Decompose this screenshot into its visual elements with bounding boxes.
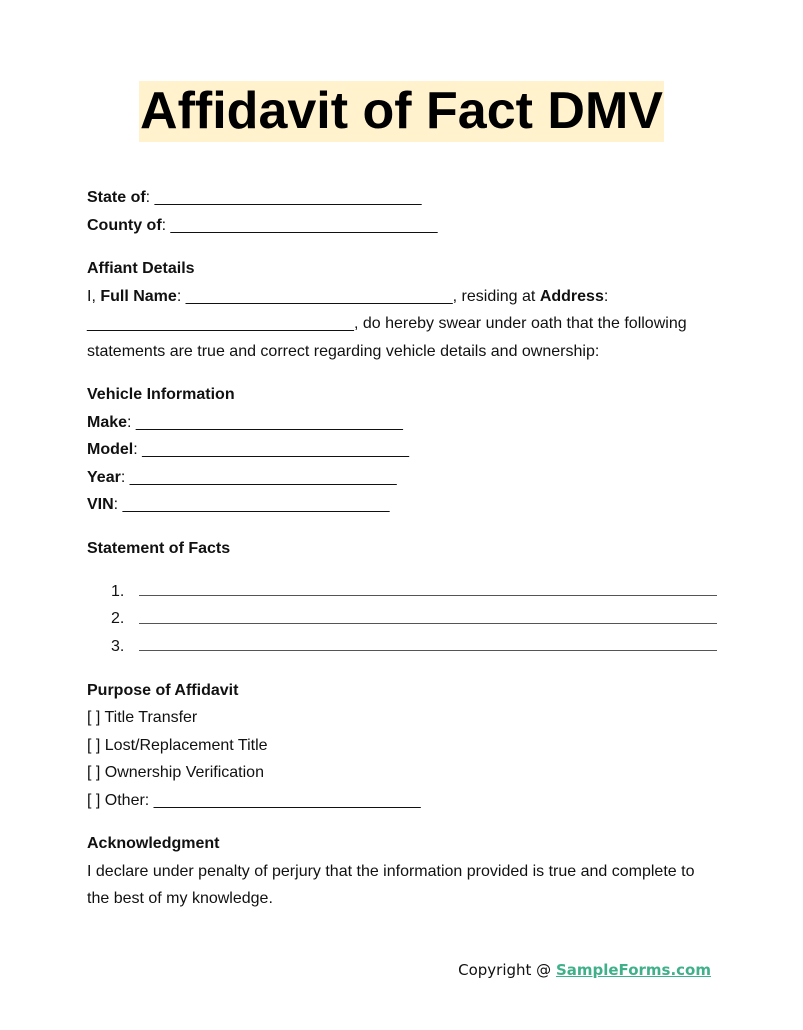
county-label: County of — [87, 216, 162, 234]
acknowledgment-text: I declare under penalty of perjury that the information provided is true and complete to the best of my knowledge. — [87, 862, 695, 907]
vin-blank[interactable]: ______________________________ — [122, 496, 390, 513]
purpose-option-lost-title[interactable]: [ ] Lost/Replacement Title — [87, 736, 268, 754]
full-name-label: Full Name — [100, 287, 177, 305]
document-body — [87, 184, 717, 913]
model-blank[interactable]: ______________________________ — [142, 441, 410, 458]
fact-line-2[interactable] — [139, 623, 717, 624]
sampleforms-link[interactable]: SampleForms.com — [555, 961, 711, 979]
county-blank[interactable]: ______________________________ — [170, 216, 438, 234]
year-field: Year: ______________________________ — [87, 468, 397, 486]
address-blank[interactable]: ______________________________ — [87, 315, 354, 332]
fact-line-1[interactable] — [139, 595, 717, 596]
facts-list — [87, 578, 717, 661]
fact-item: 1. — [87, 578, 717, 606]
state-field: State of: ______________________________ — [87, 189, 422, 206]
affiant-paragraph: I, Full Name: ______________________________, residing at Address: ______________________________, do hereby swear under oath that the following statements are true and correct regarding vehicle details and ownership: — [87, 287, 687, 360]
facts-heading: Statement of Facts — [87, 539, 231, 557]
make-blank[interactable]: ______________________________ — [135, 413, 403, 431]
fact-item: 2. — [87, 606, 717, 634]
purpose-option-title-transfer[interactable]: [ ] Title Transfer — [87, 709, 198, 726]
acknowledgment-heading: Acknowledgment — [87, 835, 220, 852]
county-field: County of: ______________________________ — [87, 216, 438, 234]
address-label: Address — [539, 287, 604, 305]
vehicle-heading: Vehicle Information — [87, 386, 235, 403]
model-field: Model: ______________________________ — [87, 441, 410, 458]
state-blank[interactable]: ______________________________ — [154, 189, 422, 206]
make-field: Make: ______________________________ — [87, 413, 403, 431]
purpose-heading: Purpose of Affidavit — [87, 681, 239, 699]
title-wrap — [0, 81, 803, 142]
copyright-footer: Copyright @ SampleForms.com — [458, 961, 711, 979]
vin-field: VIN: ______________________________ — [87, 496, 390, 513]
purpose-option-ownership[interactable]: [ ] Ownership Verification — [87, 764, 264, 781]
fact-item: 3. — [87, 633, 717, 661]
affiant-heading: Affiant Details — [87, 260, 195, 277]
full-name-blank[interactable]: ______________________________ — [185, 287, 453, 305]
purpose-option-other[interactable]: [ ] Other: ______________________________ — [87, 791, 421, 809]
state-label: State of — [87, 189, 146, 206]
fact-line-3[interactable] — [139, 650, 717, 651]
year-blank[interactable]: ______________________________ — [129, 468, 397, 486]
page-title: Affidavit of Fact DMV — [140, 82, 663, 140]
